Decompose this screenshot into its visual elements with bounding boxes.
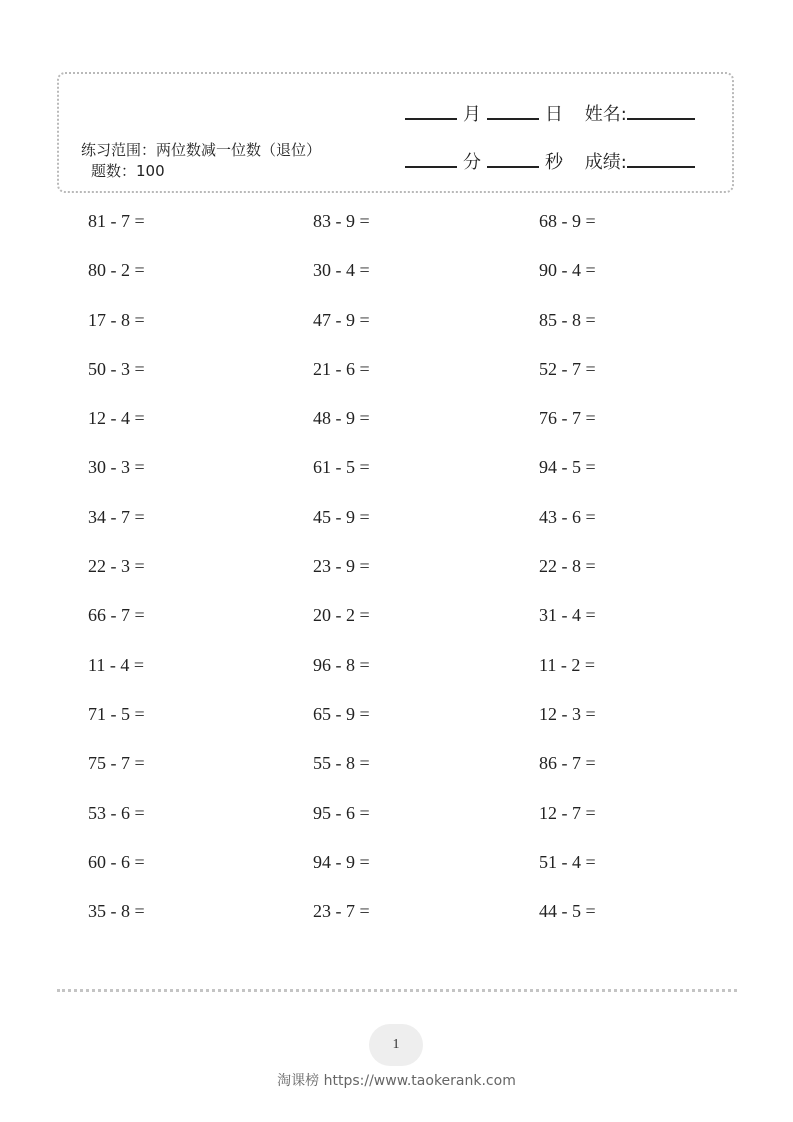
range-text: 练习范围：两位数减一位数（退位） [81, 141, 322, 159]
problem-item: 94 - 9 = [313, 851, 370, 872]
problem-item: 96 - 8 = [313, 654, 370, 675]
problem-item: 20 - 2 = [313, 605, 370, 626]
problem-item: 21 - 6 = [313, 358, 370, 379]
score-blank[interactable] [627, 165, 695, 168]
problem-item: 44 - 5 = [539, 901, 596, 922]
problem-item: 45 - 9 = [313, 506, 370, 527]
problem-item: 66 - 7 = [88, 605, 145, 626]
problem-item: 31 - 4 = [539, 605, 596, 626]
footer-watermark: 淘课榜 https://www.taokerank.com [277, 1073, 516, 1089]
name-blank[interactable] [627, 117, 695, 120]
problem-item: 30 - 3 = [88, 457, 145, 478]
problem-item: 52 - 7 = [539, 358, 596, 379]
problem-item: 68 - 9 = [539, 211, 596, 231]
problem-item: 23 - 9 = [313, 556, 370, 577]
problem-item: 71 - 5 = [88, 703, 145, 724]
problem-item: 55 - 8 = [313, 753, 370, 774]
problem-item: 22 - 8 = [539, 556, 596, 577]
problem-item: 60 - 6 = [88, 851, 145, 872]
problem-item: 83 - 9 = [313, 211, 370, 231]
question-count: 题数：100 [91, 162, 165, 180]
page-number: 1 [369, 1024, 423, 1066]
problem-item: 94 - 5 = [539, 457, 596, 478]
second-label: 秒 [545, 152, 563, 173]
month-label: 月 [463, 104, 481, 125]
problem-item: 12 - 3 = [539, 703, 596, 724]
problem-item: 90 - 4 = [539, 260, 596, 281]
time-score-line [405, 148, 695, 174]
second-blank[interactable] [487, 165, 539, 168]
month-blank[interactable] [405, 117, 457, 120]
problem-item: 75 - 7 = [88, 753, 145, 774]
problem-item: 81 - 7 = [88, 211, 145, 231]
problem-item: 47 - 9 = [313, 309, 370, 330]
problem-item: 12 - 7 = [539, 802, 596, 823]
problem-item: 86 - 7 = [539, 753, 596, 774]
problem-item: 30 - 4 = [313, 260, 370, 281]
problem-item: 17 - 8 = [88, 309, 145, 330]
problem-item: 11 - 2 = [539, 654, 595, 675]
problem-item: 61 - 5 = [313, 457, 370, 478]
bottom-divider [57, 989, 737, 992]
minute-blank[interactable] [405, 165, 457, 168]
problem-item: 76 - 7 = [539, 408, 596, 429]
problem-item: 35 - 8 = [88, 901, 145, 922]
score-label: 成绩: [584, 152, 627, 173]
problem-item: 95 - 6 = [313, 802, 370, 823]
problem-item: 34 - 7 = [88, 506, 145, 527]
day-blank[interactable] [487, 117, 539, 120]
name-label: 姓名: [584, 104, 627, 125]
problem-item: 11 - 4 = [88, 654, 144, 675]
problem-grid [88, 210, 719, 949]
problem-item: 51 - 4 = [539, 851, 596, 872]
problem-item: 53 - 6 = [88, 802, 145, 823]
problem-item: 22 - 3 = [88, 556, 145, 577]
problem-item: 85 - 8 = [539, 309, 596, 330]
problem-item: 23 - 7 = [313, 901, 370, 922]
worksheet-header [57, 72, 734, 193]
problem-item: 43 - 6 = [539, 506, 596, 527]
problem-item: 12 - 4 = [88, 408, 145, 429]
problem-item: 48 - 9 = [313, 408, 370, 429]
minute-label: 分 [463, 152, 481, 173]
date-name-line [405, 100, 695, 126]
problem-item: 65 - 9 = [313, 703, 370, 724]
problem-item: 50 - 3 = [88, 358, 145, 379]
problem-item: 80 - 2 = [88, 260, 145, 281]
day-label: 日 [545, 104, 563, 125]
practice-range [81, 140, 321, 182]
